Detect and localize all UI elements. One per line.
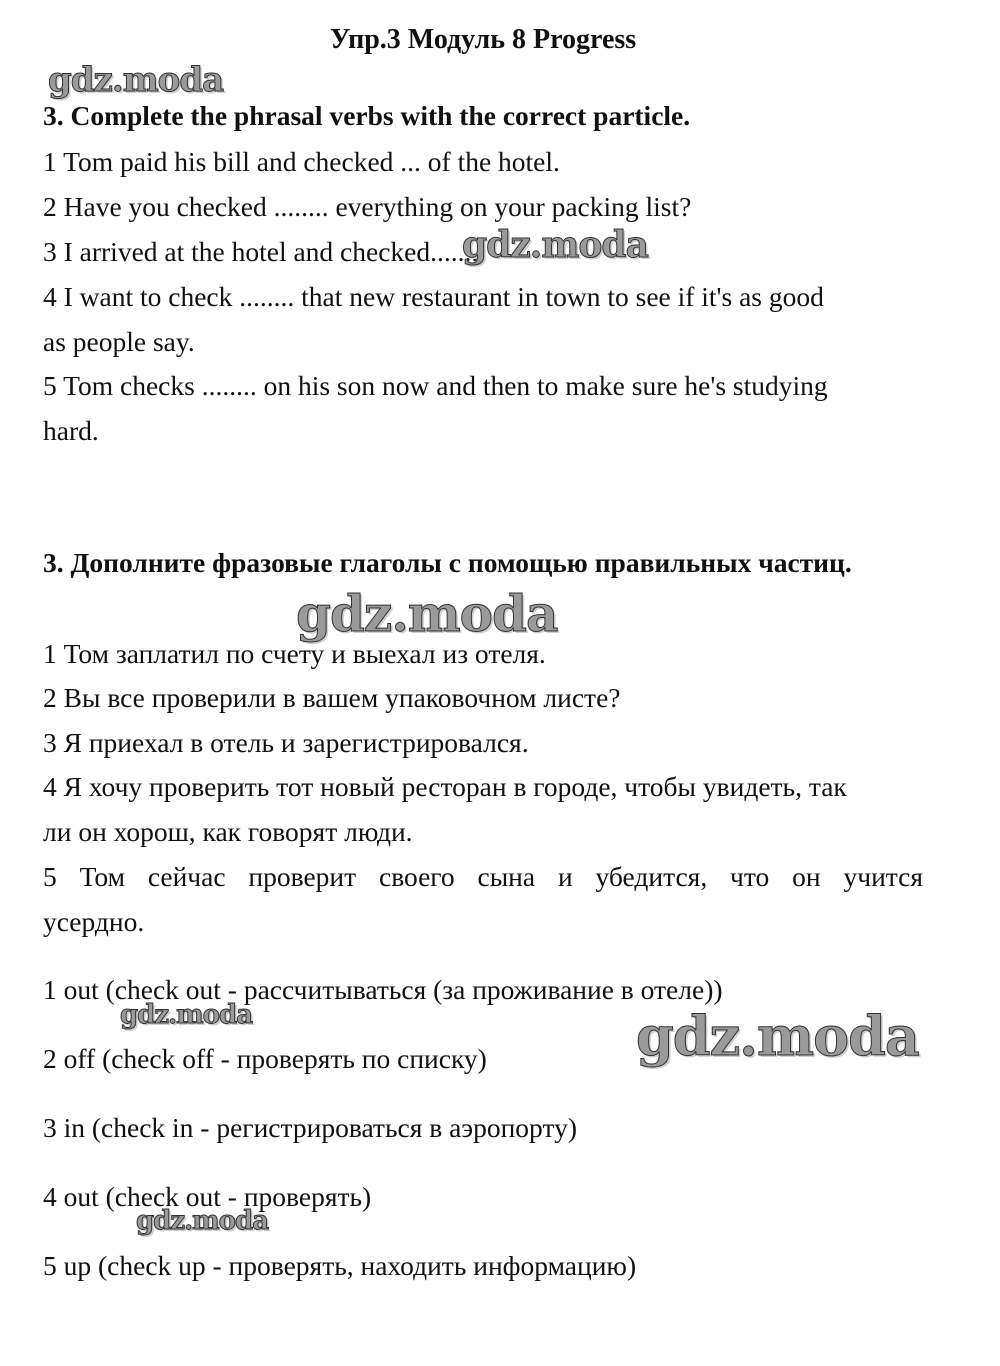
- page-title: Упр.3 Модуль 8 Progress: [329, 24, 637, 55]
- task-line-en: 2 Have you checked ........ everything on your packing list?: [43, 191, 692, 222]
- watermark: gdz.moda: [136, 1206, 269, 1236]
- task-line-en: 4 I want to check ........ that new restaurant in town to see if it's as good: [43, 281, 824, 312]
- task-line-ru: ли он хорош, как говорят люди.: [43, 816, 413, 847]
- task-line-ru: 1 Том заплатил по счету и выехал из отеля.: [43, 638, 546, 669]
- task-heading-en: 3. Complete the phrasal verbs with the correct particle.: [43, 100, 691, 131]
- task-line-ru: усердно.: [43, 906, 145, 937]
- task-line-ru: 3 Я приехал в отель и зарегистрировался.: [43, 727, 529, 758]
- task-heading-ru: 3. Дополните фразовые глаголы с помощью правильных частиц.: [43, 547, 852, 578]
- task-line-en: 5 Tom checks ........ on his son now and then to make sure he's studying: [43, 370, 828, 401]
- watermark: gdz.moda: [120, 1000, 253, 1030]
- task-line-ru: 5 Том сейчас проверит своего сына и убедится, что он учится: [43, 861, 923, 892]
- task-line-ru: 2 Вы все проверили в вашем упаковочном листе?: [43, 682, 621, 713]
- watermark: gdz.moda: [48, 60, 224, 100]
- task-line-ru: 4 Я хочу проверить тот новый ресторан в городе, чтобы увидеть, так: [43, 771, 847, 802]
- task-line-en: as people say.: [43, 326, 195, 357]
- answer-line: 5 up (check up - проверять, находить информацию): [43, 1250, 637, 1281]
- watermark: gdz.moda: [636, 1004, 919, 1068]
- answer-line: 1 out (check out - рассчитываться (за проживание в отеле)): [43, 974, 723, 1005]
- task-line-en: hard.: [43, 415, 99, 446]
- answer-line: 4 out (check out - проверять): [43, 1181, 372, 1212]
- answer-line: 2 off (check off - проверять по списку): [43, 1043, 487, 1074]
- watermark: gdz.moda: [462, 224, 648, 266]
- task-line-en: 1 Tom paid his bill and checked ... of the hotel.: [43, 146, 560, 177]
- task-line-en: 3 I arrived at the hotel and checked........: [43, 236, 486, 267]
- watermark: gdz.moda: [296, 584, 558, 643]
- answer-line: 3 in (check in - регистрироваться в аэропорту): [43, 1112, 578, 1143]
